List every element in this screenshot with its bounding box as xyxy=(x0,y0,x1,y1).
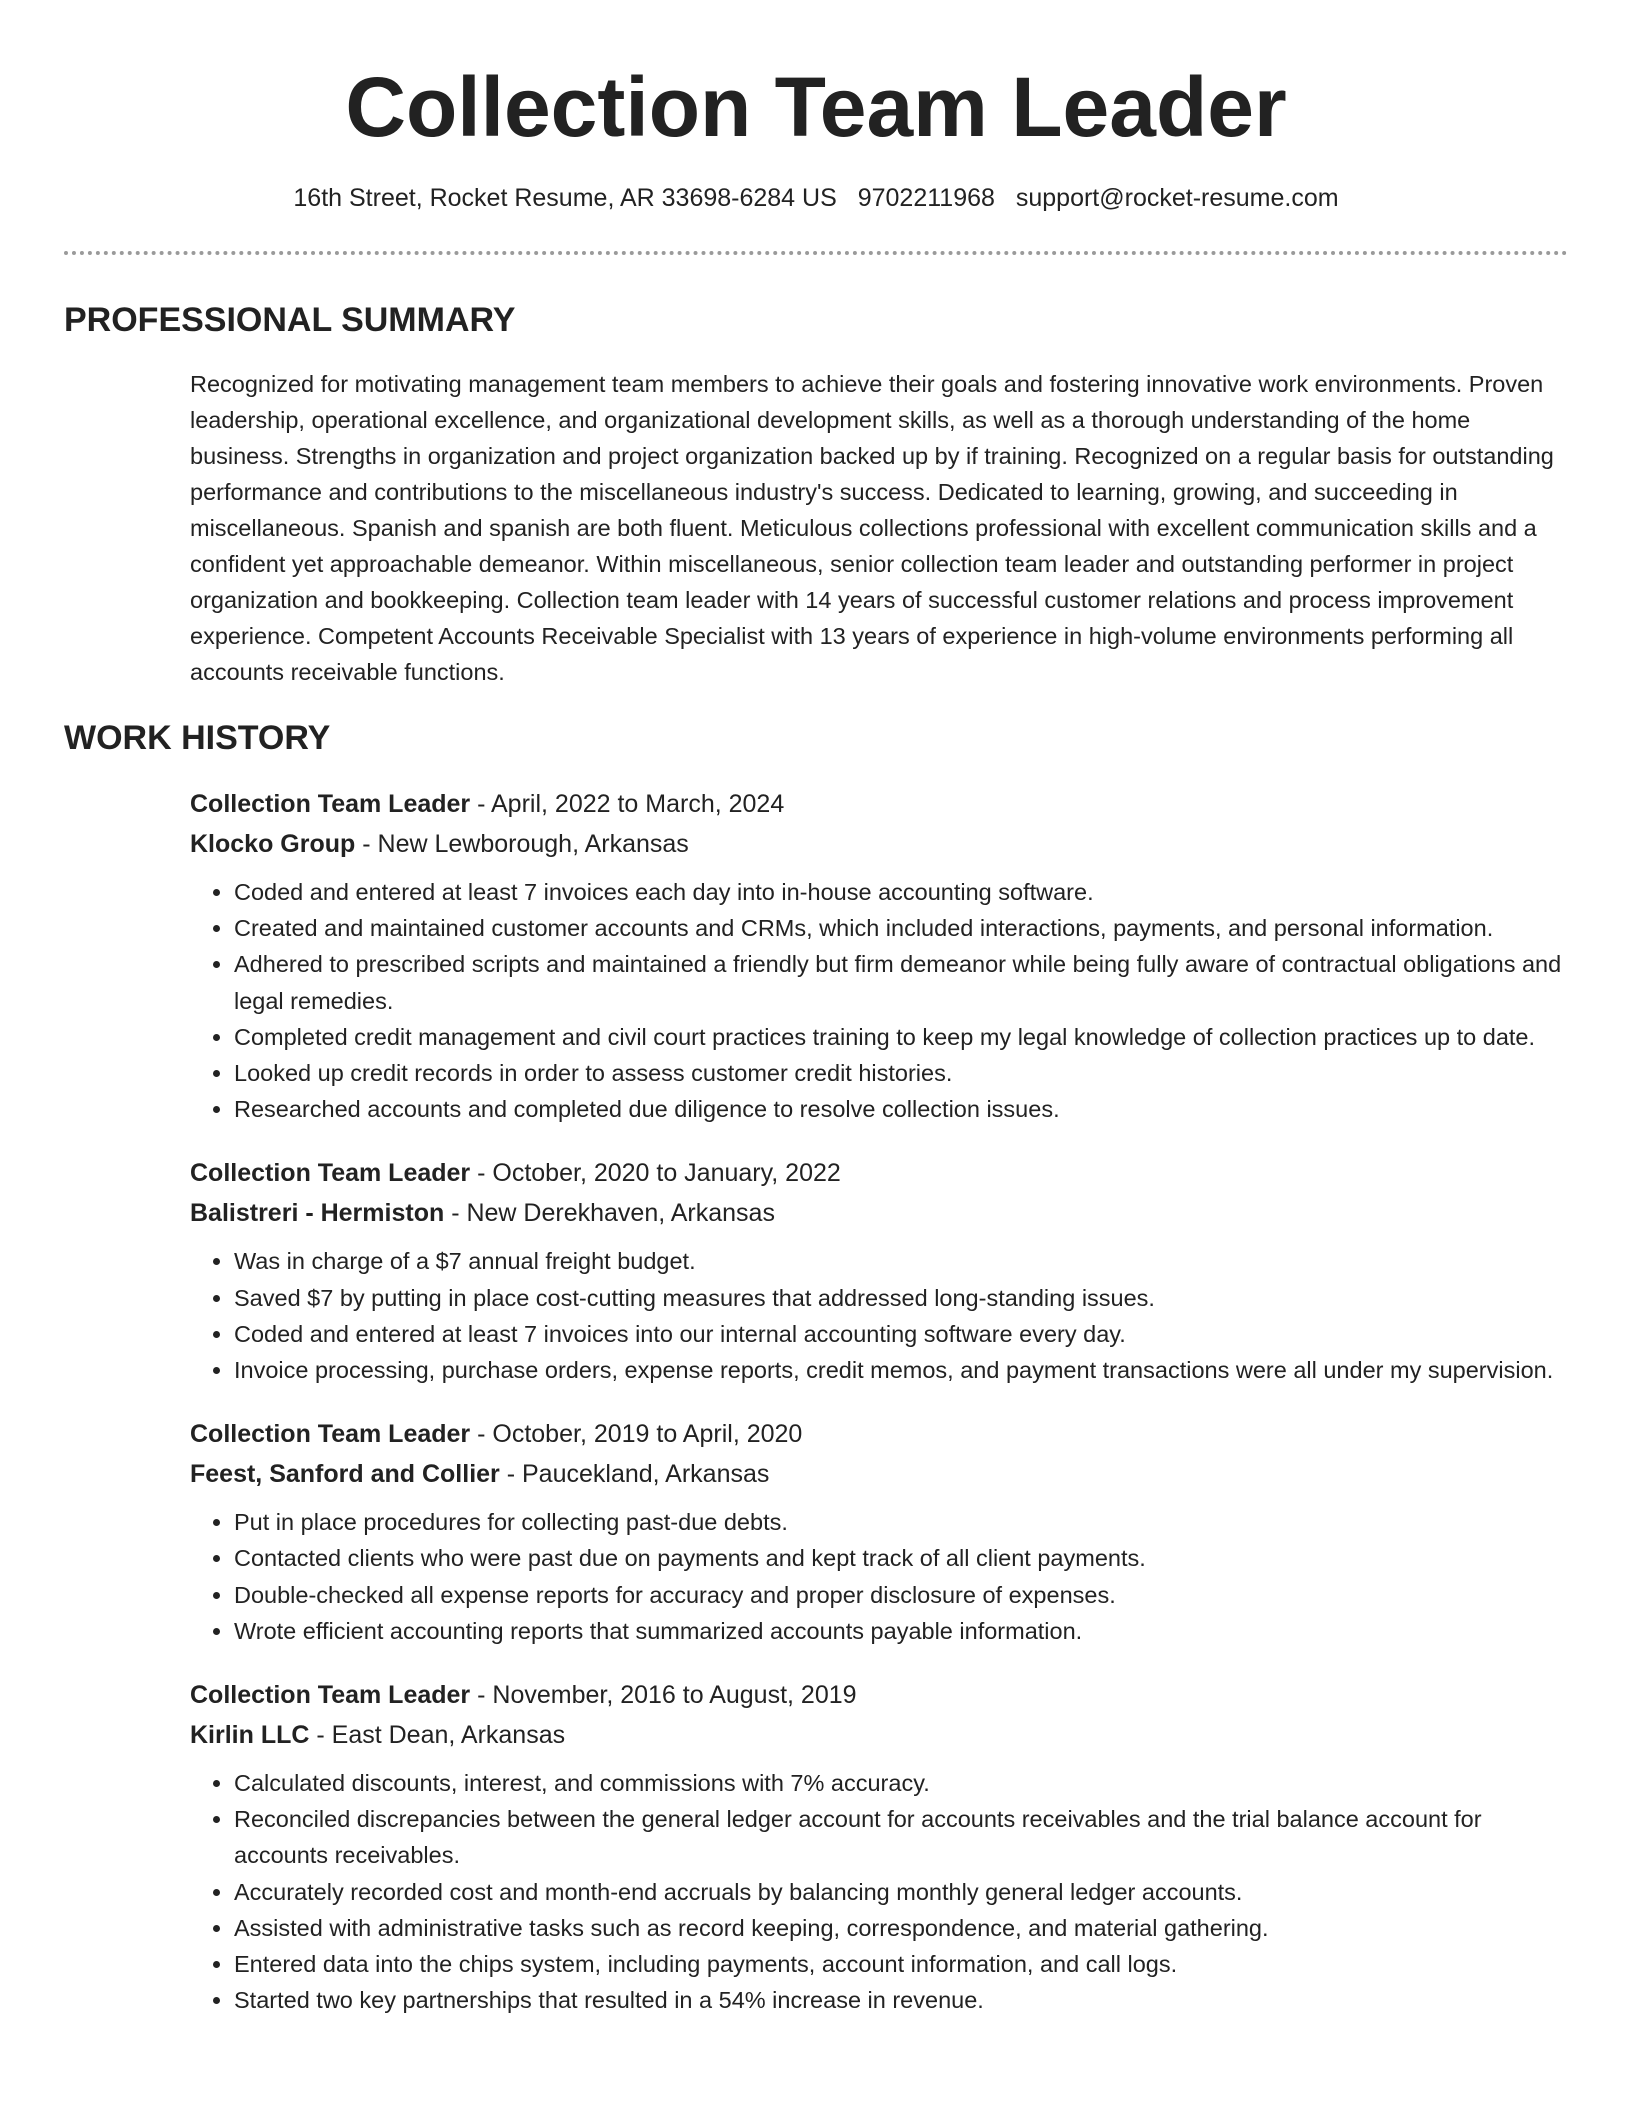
job-title-line xyxy=(190,1153,1570,1193)
job-title-line xyxy=(190,1414,1570,1454)
job-bullets xyxy=(190,1243,1570,1388)
job-bullet: • Calculated discounts, interest, and commissions with 7% accuracy. xyxy=(234,1765,1570,1801)
job-bullet: • Completed credit management and civil court practices training to keep my legal knowledge of collection practices up to date. xyxy=(234,1019,1570,1055)
job-title: Collection Team Leader xyxy=(190,1420,471,1449)
job-company-line xyxy=(190,1454,1570,1494)
job-location: - New Lewborough, Arkansas xyxy=(355,830,689,858)
job-bullet: • Reconciled discrepancies between the general ledger account for accounts receivables and the trial balance account for accounts receivables. xyxy=(234,1801,1570,1873)
summary-text: Recognized for motivating management team members to achieve their goals and fostering innovative work environments. Proven leadership, operational excellence, and organizational development skills, as well as a thorough understanding of the home business. Strengths in organization and project organization backed up by if training. Recognized on a regular basis for outstanding performance and contributions to the miscellaneous industry's success. Dedicated to learning, growing, and succeeding in miscellaneous. Spanish and spanish are both fluent. Meticulous collections professional with excellent communication skills and a confident yet approachable demeanor. Within miscellaneous, senior collection team leader and outstanding performer in project organization and bookkeeping. Collection team leader with 14 years of successful customer relations and process improvement experience. Competent Accounts Receivable Specialist with 13 years of experience in high-volume environments performing all accounts receivable functions. xyxy=(190,371,1554,685)
job-bullet: • Coded and entered at least 7 invoices each day into in-house accounting software. xyxy=(234,874,1570,910)
job-bullet: • Accurately recorded cost and month-end accruals by balancing monthly general ledger accounts. xyxy=(234,1874,1570,1910)
job-bullet: • Wrote efficient accounting reports that summarized accounts payable information. xyxy=(234,1613,1570,1649)
job-company: Klocko Group xyxy=(190,830,356,858)
job-bullet: • Adhered to prescribed scripts and maintained a friendly but firm demeanor while being fully aware of contractual obligations and legal remedies. xyxy=(234,946,1570,1018)
job-bullet: • Saved $7 by putting in place cost-cutting measures that addressed long-standing issues. xyxy=(234,1280,1570,1316)
job-location: - East Dean, Arkansas xyxy=(309,1721,566,1750)
job-company: Kirlin LLC xyxy=(190,1721,310,1750)
job-bullet: • Contacted clients who were past due on payments and kept track of all client payments. xyxy=(234,1540,1570,1576)
job-dates: - November, 2016 to August, 2019 xyxy=(470,1681,857,1710)
work-history-list xyxy=(190,784,1570,2044)
job-company: Balistreri - Hermiston xyxy=(190,1199,445,1228)
job-title: Collection Team Leader xyxy=(190,790,471,818)
work-history-heading: WORK HISTORY xyxy=(64,719,331,757)
contact-line xyxy=(0,180,1632,216)
resume-title: Collection Team Leader xyxy=(345,60,1287,154)
job-location: - New Derekhaven, Arkansas xyxy=(444,1199,775,1228)
job-entry xyxy=(190,1153,1570,1388)
job-bullet: • Looked up credit records in order to assess customer credit histories. xyxy=(234,1055,1570,1091)
job-title-line xyxy=(190,1675,1570,1715)
job-company-line xyxy=(190,824,1570,864)
job-dates: - October, 2019 to April, 2020 xyxy=(470,1420,803,1449)
job-bullet: • Entered data into the chips system, including payments, account information, and call logs. xyxy=(234,1946,1570,1982)
job-bullet: • Created and maintained customer accounts and CRMs, which included interactions, payments, and personal information. xyxy=(234,910,1570,946)
contact-phone: 9702211968 xyxy=(857,184,995,212)
job-bullet: • Double-checked all expense reports for accuracy and proper disclosure of expenses. xyxy=(234,1577,1570,1613)
header-divider xyxy=(64,251,1568,255)
job-title: Collection Team Leader xyxy=(190,1159,471,1188)
job-company-line xyxy=(190,1193,1570,1233)
contact-email: support@rocket-resume.com xyxy=(1015,184,1339,212)
job-entry xyxy=(190,1414,1570,1649)
summary-heading: PROFESSIONAL SUMMARY xyxy=(64,301,516,339)
job-dates: - October, 2020 to January, 2022 xyxy=(470,1159,841,1188)
job-bullet: • Started two key partnerships that resulted in a 54% increase in revenue. xyxy=(234,1982,1570,2018)
job-bullet: • Invoice processing, purchase orders, expense reports, credit memos, and payment transactions were all under my supervision. xyxy=(234,1352,1570,1388)
job-dates: - April, 2022 to March, 2024 xyxy=(470,790,785,818)
job-company: Feest, Sanford and Collier xyxy=(190,1460,500,1489)
job-bullets xyxy=(190,874,1570,1127)
job-bullet: • Was in charge of a $7 annual freight budget. xyxy=(234,1243,1570,1279)
job-bullet: • Coded and entered at least 7 invoices into our internal accounting software every day. xyxy=(234,1316,1570,1352)
job-entry xyxy=(190,1675,1570,2018)
job-bullet: • Put in place procedures for collecting past-due debts. xyxy=(234,1504,1570,1540)
job-company-line xyxy=(190,1715,1570,1755)
job-bullet: • Researched accounts and completed due diligence to resolve collection issues. xyxy=(234,1091,1570,1127)
job-title: Collection Team Leader xyxy=(190,1681,471,1710)
job-bullets xyxy=(190,1765,1570,2018)
contact-address: 16th Street, Rocket Resume, AR 33698-6284 US xyxy=(293,184,837,212)
job-title-line xyxy=(190,784,1570,824)
job-bullet: • Assisted with administrative tasks such as record keeping, correspondence, and material gathering. xyxy=(234,1910,1570,1946)
job-bullets xyxy=(190,1504,1570,1649)
job-location: - Paucekland, Arkansas xyxy=(499,1460,770,1489)
job-entry xyxy=(190,784,1570,1127)
